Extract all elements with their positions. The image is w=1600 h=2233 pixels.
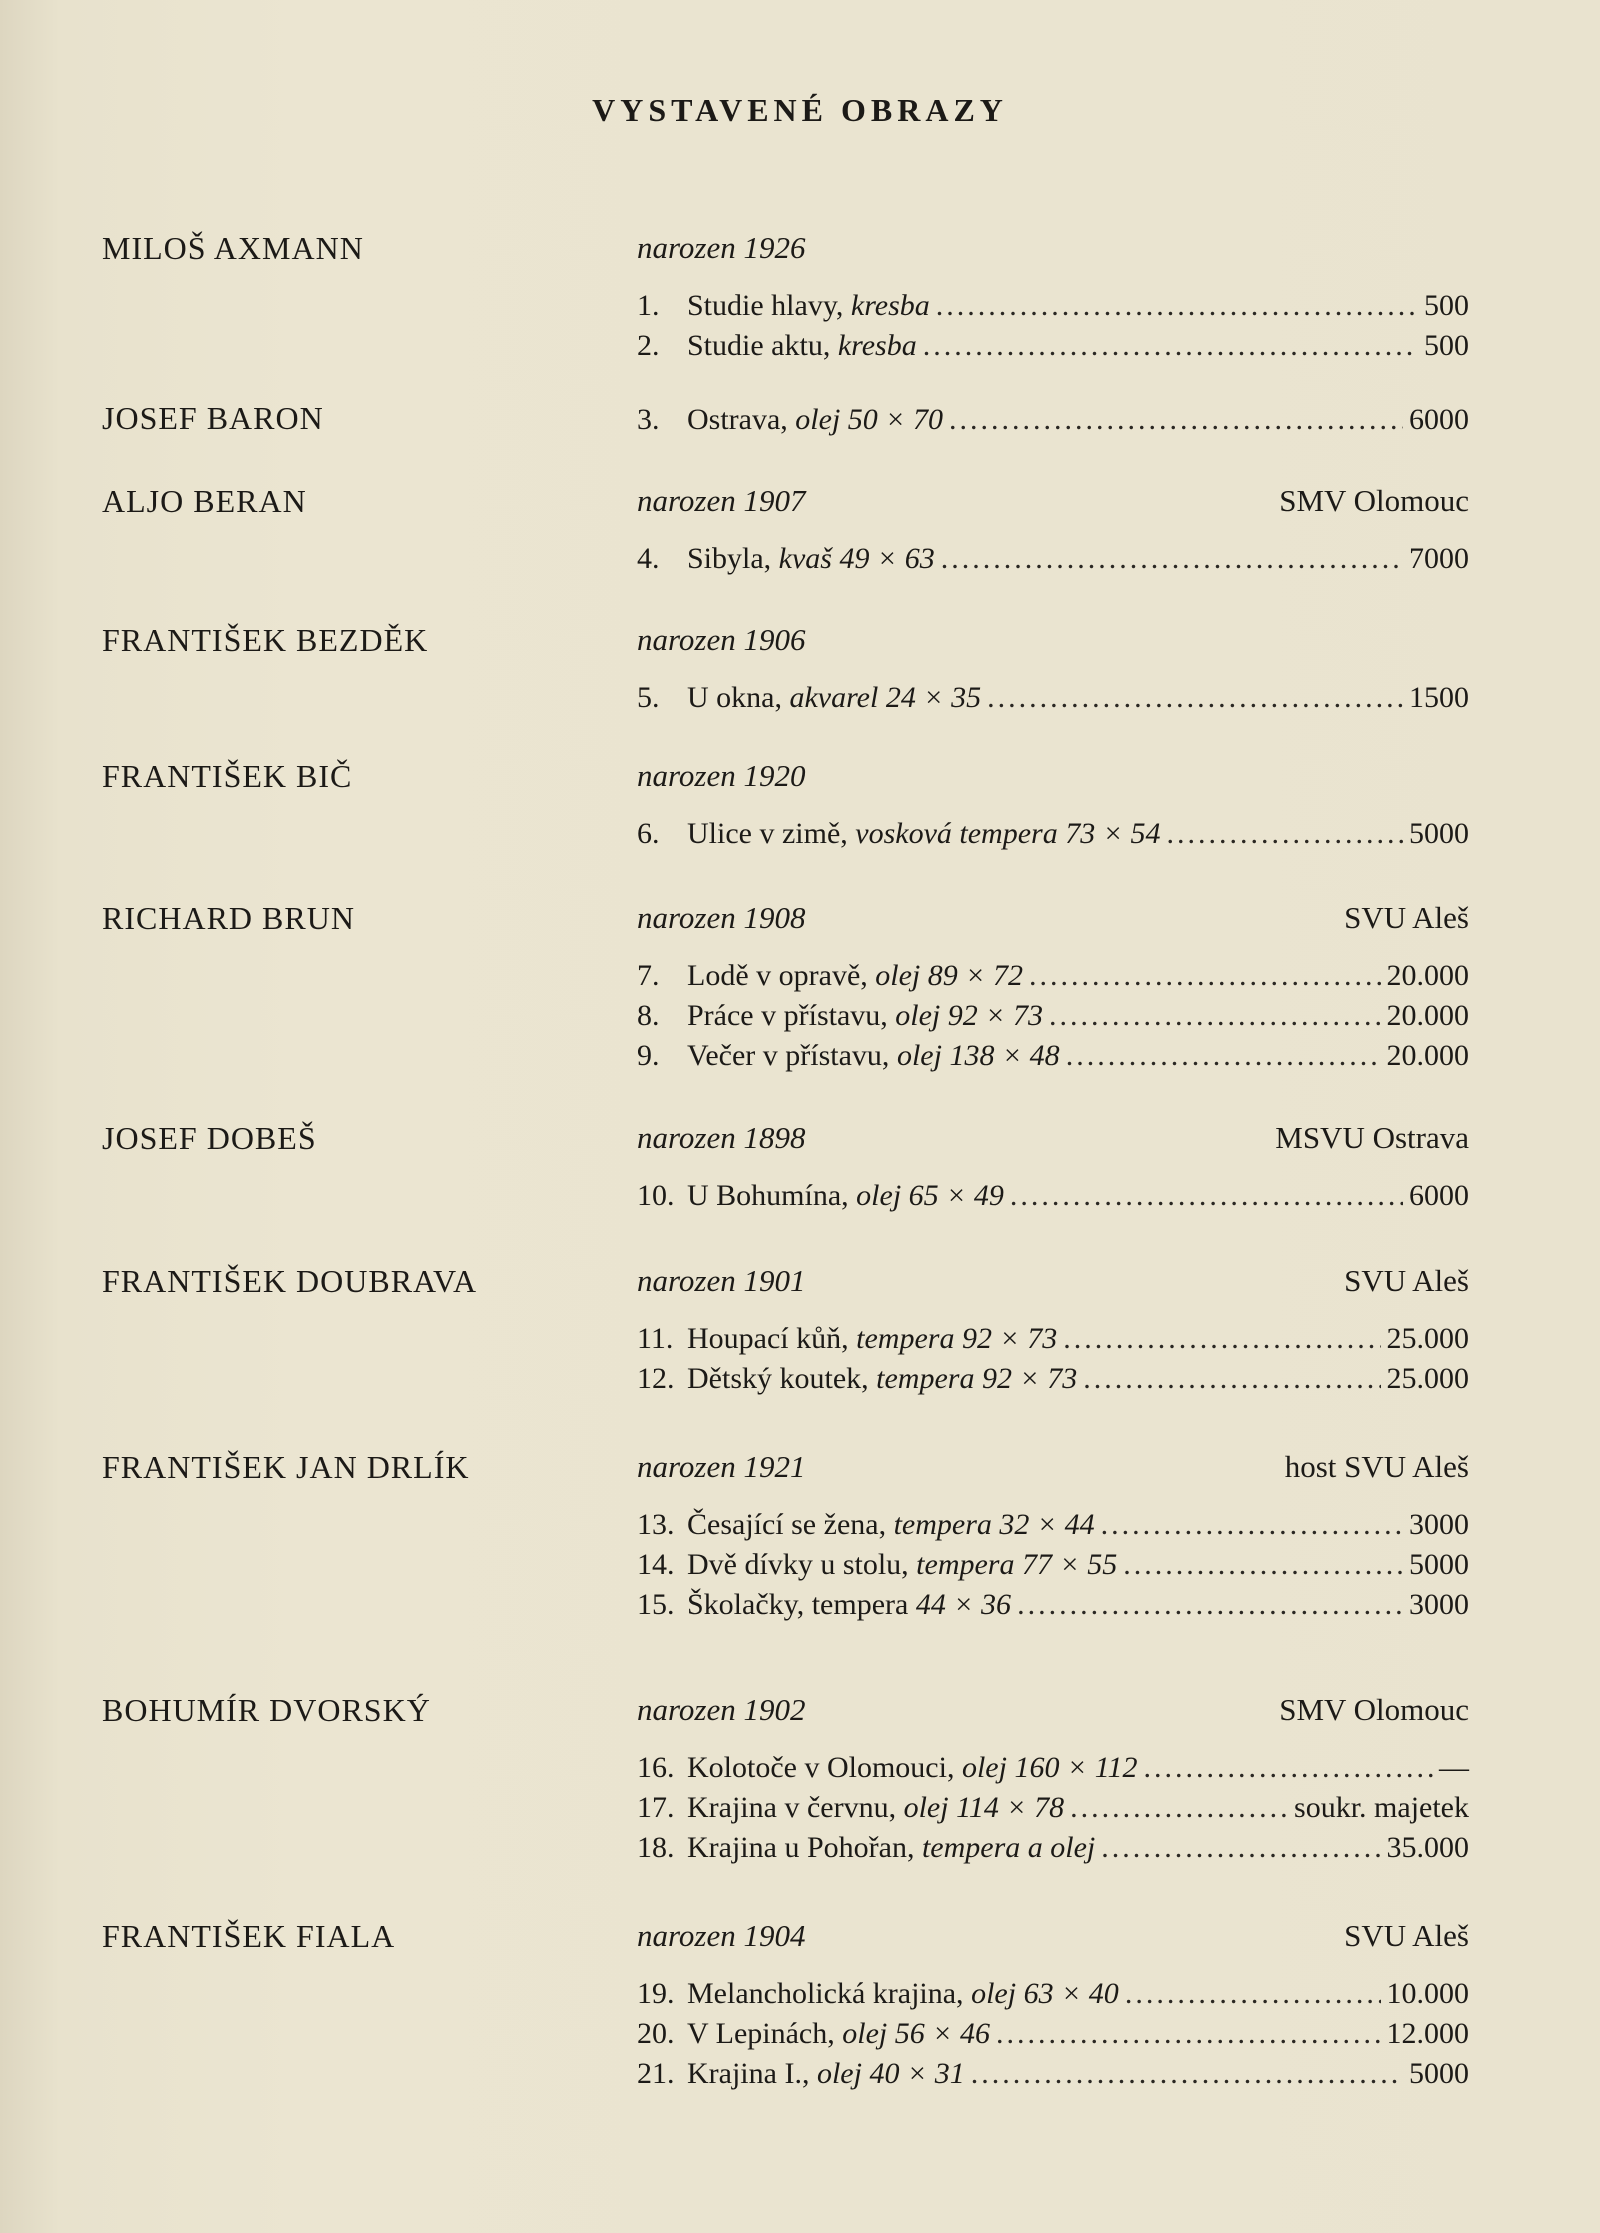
work-number: 12. [637,1362,675,1395]
artist-name: JOSEF DOBEŠ [102,1120,317,1156]
work-title: Večer v přístavu, [687,1039,890,1072]
work-item [637,1359,1469,1399]
work-description [687,1176,1004,1216]
work-number: 11. [637,1322,674,1355]
work-price: 500 [1424,329,1469,362]
artist-name: RICHARD BRUN [102,900,355,936]
work-price: 1500 [1409,681,1469,714]
work-list [637,1319,1469,1399]
work-size: 49 × 63 [839,542,935,575]
dot-leader [923,326,1418,366]
work-title: Studie hlavy, [687,289,844,322]
work-title: V Lepinách, [687,2017,835,2050]
work-item [637,1828,1469,1868]
work-item [637,814,1469,854]
dot-leader [971,2054,1403,2094]
work-price: 6000 [1409,1179,1469,1212]
birth-year: narozen 1921 [637,1449,806,1484]
work-item [637,1748,1469,1788]
dot-leader [1017,1585,1403,1625]
work-number: 14. [637,1548,675,1581]
work-list [637,678,1469,718]
affiliation: SVU Aleš [1344,900,1469,935]
affiliation: SVU Aleš [1344,1918,1469,1953]
work-medium: olej [903,1791,949,1824]
dot-leader [1143,1748,1433,1788]
work-size: 73 × 54 [1065,817,1161,850]
work-item [637,1585,1469,1625]
artist-name: FRANTIŠEK DOUBRAVA [102,1263,478,1299]
work-price: 20.000 [1386,999,1469,1032]
work-size: 24 × 35 [885,681,982,714]
dot-leader [1123,1545,1403,1585]
work-description [687,2054,965,2094]
work-size: 92 × 73 [961,1322,1058,1355]
work-title: Houpací kůň, [687,1322,849,1355]
work-price: 10.000 [1386,1977,1469,2010]
artist-meta [637,900,1469,936]
work-item [637,326,1469,366]
work-medium: tempera [876,1362,975,1395]
dot-leader [1066,1036,1381,1076]
work-item [637,1036,1469,1076]
work-medium: tempera [856,1322,955,1355]
work-size: 56 × 46 [894,2017,990,2050]
work-medium: tempera [893,1508,992,1541]
dot-leader [1070,1788,1288,1828]
artist-name: MILOŠ AXMANN [102,230,364,266]
work-item [637,956,1469,996]
artist-name: FRANTIŠEK BEZDĚK [102,622,429,658]
work-description [687,1036,1060,1076]
work-size: 138 × 48 [949,1039,1060,1072]
work-title: Ulice v zimě, [687,817,848,850]
work-size: 89 × 72 [927,959,1024,992]
work-price: 7000 [1409,542,1469,575]
work-title: Česající se žena, [687,1508,887,1541]
work-title: Dvě dívky u stolu, [687,1548,909,1581]
work-size: 160 × 112 [1014,1751,1138,1784]
work-number: 16. [637,1751,675,1784]
work-number: 15. [637,1588,675,1621]
birth-year: narozen 1901 [637,1263,806,1298]
work-number: 10. [637,1179,675,1212]
artist-meta [637,758,1469,794]
work-item [637,539,1469,579]
work-description [687,326,917,366]
work-list [637,1974,1469,2094]
work-number: 5. [637,681,660,714]
work-number: 6. [637,817,660,850]
artist-meta [637,1692,1469,1728]
work-item [637,2014,1469,2054]
work-description [687,286,930,326]
work-price: 5000 [1409,2057,1469,2090]
work-title: Školačky, tempera [687,1588,909,1621]
work-title: Dětský koutek, [687,1362,869,1395]
work-price: 25.000 [1386,1322,1469,1355]
work-title: U Bohumína, [687,1179,849,1212]
artist-meta [637,1449,1469,1485]
work-medium: kvaš [778,542,832,575]
work-title: Krajina v červnu, [687,1791,897,1824]
work-size: 40 × 31 [869,2057,965,2090]
dot-leader [1049,996,1380,1036]
work-medium: olej [895,999,941,1032]
work-price: 35.000 [1386,1831,1469,1864]
birth-year: narozen 1920 [637,758,806,793]
work-item [637,1505,1469,1545]
work-item [637,286,1469,326]
dot-leader [1101,1505,1403,1545]
work-number: 3. [637,403,660,436]
affiliation: MSVU Ostrava [1275,1120,1469,1155]
work-description [687,996,1043,1036]
work-size: 92 × 73 [981,1362,1078,1395]
work-description [687,1505,1095,1545]
birth-year: narozen 1902 [637,1692,806,1727]
work-title: Práce v přístavu, [687,999,888,1032]
work-number: 21. [637,2057,675,2090]
birth-year: narozen 1904 [637,1918,806,1953]
work-description [687,539,935,579]
dot-leader [1166,814,1403,854]
work-number: 19. [637,1977,675,2010]
work-number: 4. [637,542,660,575]
work-item [637,1545,1469,1585]
work-medium: tempera a olej [921,1831,1096,1864]
affiliation: SMV Olomouc [1279,1692,1469,1727]
work-list [637,1748,1469,1868]
work-price: — [1439,1751,1469,1784]
work-title: Krajina I., [687,2057,810,2090]
work-medium: kresba [850,289,930,322]
work-list [637,286,1469,366]
artist-meta [637,1263,1469,1299]
work-number: 9. [637,1039,660,1072]
work-medium: olej [961,1751,1007,1784]
work-medium: olej [856,1179,902,1212]
work-number: 2. [637,329,660,362]
work-medium: olej [842,2017,888,2050]
birth-year: narozen 1908 [637,900,806,935]
artist-name: FRANTIŠEK JAN DRLÍK [102,1449,470,1485]
dot-leader [1029,956,1380,996]
work-description [687,814,1160,854]
work-number: 13. [637,1508,675,1541]
artist-meta [637,1120,1469,1156]
work-description [687,1585,1011,1625]
work-price: 5000 [1409,817,1469,850]
work-number: 1. [637,289,660,322]
work-price: 5000 [1409,1548,1469,1581]
work-list [637,1505,1469,1625]
birth-year: narozen 1906 [637,622,806,657]
work-item [637,400,1469,440]
work-item [637,678,1469,718]
work-number: 8. [637,999,660,1032]
work-size: 50 × 70 [847,403,944,436]
dot-leader [1063,1319,1380,1359]
birth-year: narozen 1898 [637,1120,806,1155]
work-medium: olej [875,959,921,992]
work-price: 20.000 [1386,959,1469,992]
artist-meta [637,230,1469,266]
dot-leader [1010,1176,1403,1216]
work-description [687,1788,1064,1828]
work-size: 63 × 40 [1023,1977,1119,2010]
work-size: 65 × 49 [908,1179,1004,1212]
work-price: soukr. majetek [1294,1791,1469,1824]
work-size: 77 × 55 [1021,1548,1118,1581]
work-price: 3000 [1409,1508,1469,1541]
birth-year: narozen 1907 [637,483,806,518]
dot-leader [941,539,1403,579]
work-item [637,2054,1469,2094]
artist-name: FRANTIŠEK FIALA [102,1918,396,1954]
work-description [687,400,943,440]
work-number: 18. [637,1831,675,1864]
dot-leader [1083,1359,1380,1399]
work-size: 44 × 36 [915,1588,1012,1621]
work-item [637,1788,1469,1828]
work-list [637,1176,1469,1216]
work-size: 32 × 44 [999,1508,1095,1541]
birth-year: narozen 1926 [637,230,806,265]
artist-name: JOSEF BARON [102,400,324,436]
work-description [687,2014,990,2054]
work-description [687,1359,1077,1399]
work-medium: kresba [837,329,917,362]
dot-leader [936,286,1418,326]
work-list [637,539,1469,579]
work-number: 7. [637,959,660,992]
work-title: Kolotoče v Olomouci, [687,1751,955,1784]
work-price: 25.000 [1386,1362,1469,1395]
work-description [687,1974,1119,2014]
work-list [637,814,1469,854]
affiliation: host SVU Aleš [1284,1449,1469,1484]
artist-meta [637,622,1469,658]
work-medium: vosková tempera [855,817,1058,850]
work-price: 20.000 [1386,1039,1469,1072]
work-title: Studie aktu, [687,329,831,362]
work-price: 500 [1424,289,1469,322]
work-medium: akvarel [789,681,879,714]
work-number: 20. [637,2017,675,2050]
work-description [687,956,1023,996]
work-medium: olej [795,403,841,436]
work-item [637,1176,1469,1216]
dot-leader [996,2014,1381,2054]
affiliation: SVU Aleš [1344,1263,1469,1298]
work-medium: olej [816,2057,862,2090]
dot-leader [987,678,1403,718]
artist-name: ALJO BERAN [102,483,307,519]
work-title: Sibyla, [687,542,772,575]
work-price: 12.000 [1386,2017,1469,2050]
work-size: 92 × 73 [947,999,1044,1032]
affiliation: SMV Olomouc [1279,483,1469,518]
dot-leader [949,400,1403,440]
work-price: 3000 [1409,1588,1469,1621]
work-list [637,956,1469,1076]
artist-name: FRANTIŠEK BIČ [102,758,353,794]
artist-meta [637,1918,1469,1954]
work-title: Ostrava, [687,403,788,436]
work-item [637,1974,1469,2014]
work-description [687,1545,1117,1585]
work-medium: olej [896,1039,942,1072]
work-item [637,1319,1469,1359]
work-number: 17. [637,1791,675,1824]
work-item [637,996,1469,1036]
work-size: 114 × 78 [956,1791,1065,1824]
work-title: Melancholická krajina, [687,1977,964,2010]
dot-leader [1125,1974,1381,2014]
artist-meta [637,483,1469,519]
page-title: VYSTAVENÉ OBRAZY [592,92,1008,128]
work-title: U okna, [687,681,782,714]
work-description [687,1828,1095,1868]
work-medium: olej [971,1977,1017,2010]
work-list [637,400,1469,440]
work-description [687,1319,1057,1359]
artist-name: BOHUMÍR DVORSKÝ [102,1692,431,1728]
work-medium: tempera [916,1548,1015,1581]
work-description [687,1748,1137,1788]
work-title: Lodě v opravě, [687,959,868,992]
dot-leader [1101,1828,1380,1868]
work-price: 6000 [1409,403,1469,436]
work-description [687,678,981,718]
work-title: Krajina u Pohořan, [687,1831,915,1864]
